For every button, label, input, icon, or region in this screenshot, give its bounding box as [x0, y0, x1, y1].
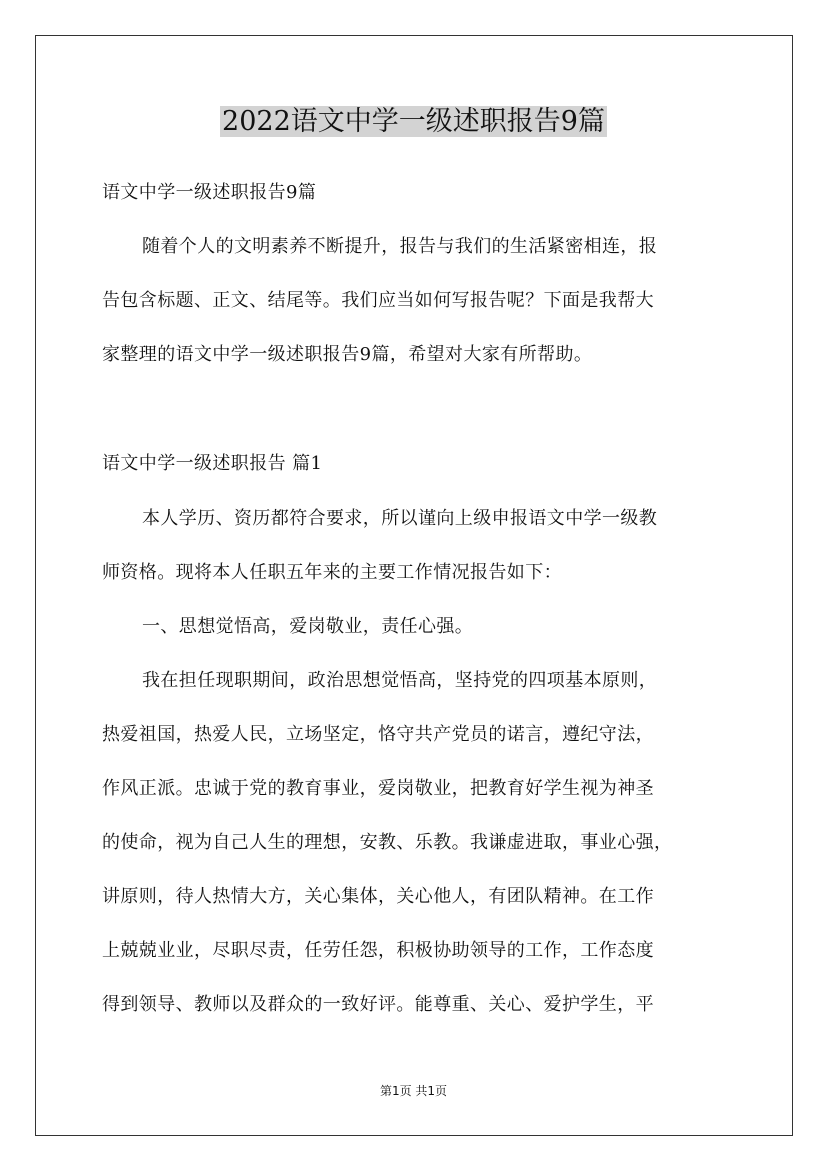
intro-line-3: 家整理的语文中学一级述职报告9篇，希望对大家有所帮助。 [102, 344, 593, 365]
para2-line-6: 上兢兢业业，尽职尽责，任劳任怨，积极协助领导的工作，工作态度 [102, 940, 654, 961]
para2-line-2: 热爱祖国，热爱人民，立场坚定，恪守共产党员的诺言，遵纪守法， [102, 724, 654, 745]
intro-line-2: 告包含标题、正文、结尾等。我们应当如何写报告呢？下面是我帮大 [102, 290, 654, 311]
para2-line-3: 作风正派。忠诚于党的教育事业，爱岗敬业，把教育好学生视为神圣 [102, 778, 654, 799]
para2-line-4: 的使命，视为自己人生的理想，安教、乐教。我谦虚进取，事业心强， [102, 832, 673, 853]
document-title-text: 2022语文中学一级述职报告9篇 [222, 106, 605, 137]
para2-line-1: 我在担任现职期间，政治思想觉悟高，坚持党的四项基本原则， [142, 670, 658, 691]
para2-line-7: 得到领导、教师以及群众的一致好评。能尊重、关心、爱护学生，平 [102, 994, 654, 1015]
para1-line-2: 师资格。现将本人任职五年来的主要工作情况报告如下： [102, 562, 562, 583]
page-footer: 第1页 共1页 [379, 1084, 448, 1098]
section-heading: 语文中学一级述职报告 篇1 [102, 453, 323, 474]
para2-line-5: 讲原则，待人热情大方，关心集体，关心他人，有团队精神。在工作 [102, 886, 654, 907]
para1-line-1: 本人学历、资历都符合要求，所以谨向上级申报语文中学一级教 [142, 508, 658, 529]
intro-line-1: 随着个人的文明素养不断提升，报告与我们的生活紧密相连，报 [142, 236, 658, 257]
document-title [0, 102, 827, 142]
subtitle: 语文中学一级述职报告9篇 [102, 182, 317, 203]
point-heading-1: 一、思想觉悟高，爱岗敬业，责任心强。 [142, 616, 474, 637]
